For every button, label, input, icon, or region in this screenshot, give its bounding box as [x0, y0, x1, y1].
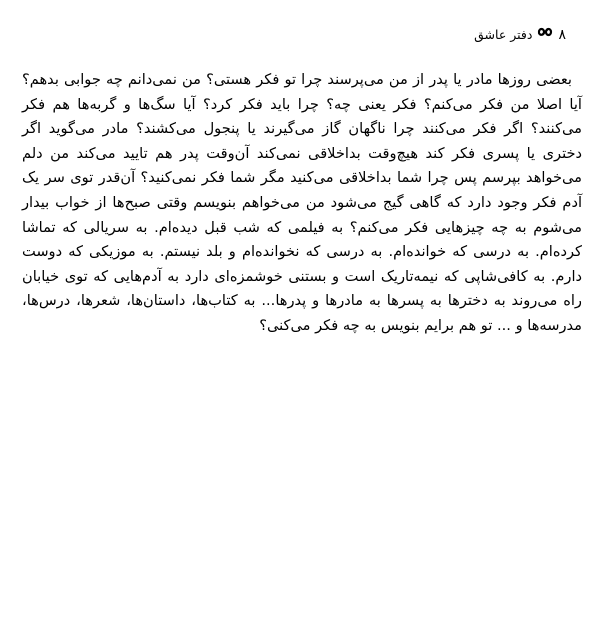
page-number: ۸ — [558, 26, 566, 43]
page-header — [474, 26, 566, 43]
ornament-icon-svg — [537, 26, 553, 38]
ornament-icon — [537, 26, 553, 43]
body-paragraph: بعضی روزها مادر یا پدر از من می‌پرسند چرا تو فکر هستی؟ من نمی‌دانم چه جوابی بدهم؟ آیا اصلا من فکر می‌کنم؟ فکر یعنی چه؟ چرا باید فکر کرد؟ آیا سگ‌ها و گربه‌ها هم فکر می‌کنند؟ اگر فکر می‌کنند چرا ناگهان گاز می‌گیرند یا پنجول می‌کشند؟ مادر می‌گوید اگر دختری یا پسری فکر کند هیچ‌وقت بداخلاقی نمی‌کند آن‌وقت پدر هم تایید می‌کند من دلم می‌خواهد بپرسم پس چرا شما بداخلاقی می‌کنید مگر شما فکر نمی‌کنید؟ آن‌قدر توی سر یک آدم فکر وجود دارد که گاهی گیج می‌شود من می‌خواهم بنویسم وقتی صبح‌ها از خواب بیدار می‌شوم به چه چیزهایی فکر می‌کنم؟ به فیلمی که شب قبل دیده‌ام. به سریالی که تماشا کرده‌ام. به درسی که خوانده‌ام. به درسی که نخوانده‌ام و بلد نیستم. به موزیکی که دوست دارم. به کافی‌شاپی که نیمه‌تاریک است و بستنی خوشمزه‌ای دارد به آدم‌هایی که توی خیابان راه می‌روند به دخترها به پسرها به مادرها و پدرها... به کتاب‌ها، داستان‌ها، شعرها، درس‌ها، مدرسه‌ها و ... تو هم برایم بنویس به چه فکر می‌کنی؟ — [22, 71, 582, 334]
book-title: دفتر عاشق — [474, 26, 533, 42]
